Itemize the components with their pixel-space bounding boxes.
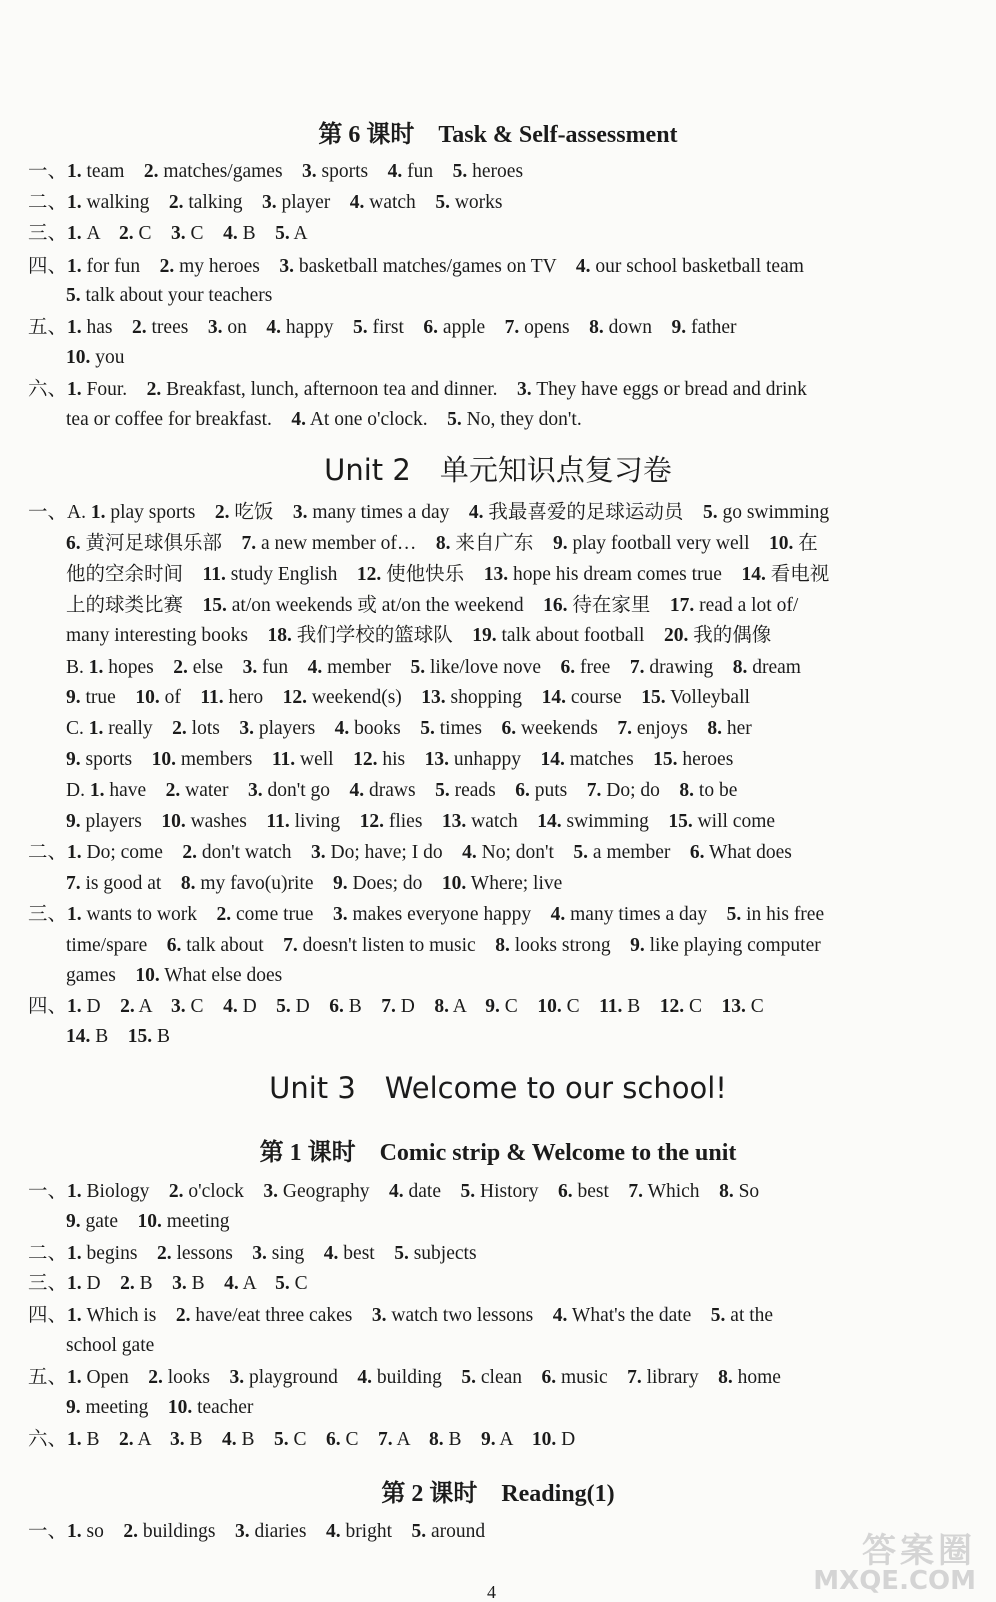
answer-line: games 10. What else does [66,965,283,986]
answer-line: 他的空余时间 11. study English 12. 使他快乐 13. hope his dream comes true 14. 看电视 [66,564,830,585]
answer-line: 三、1. wants to work 2. come true 3. makes everyone happy 4. many times a day 5. in his free [28,904,825,925]
answer-line: 7. is good at 8. my favo(u)rite 9. Does; do 10. Where; live [66,873,563,894]
answer-line: 二、1. Do; come 2. don't watch 3. Do; have; I do 4. No; don't 5. a member 6. What does [28,842,792,863]
answer-line: tea or coffee for breakfast. 4. At one o'clock. 5. No, they don't. [66,409,582,430]
unit-3-title: Unit 3 Welcome to our school! [269,1071,727,1105]
watermark-logo [813,1531,976,1596]
answer-line: 9. players 10. washes 11. living 12. flies 13. watch 14. swimming 15. will come [66,811,776,832]
answer-line: B. 1. hopes 2. else 3. fun 4. member 5. like/love nove 6. free 7. drawing 8. dream [66,657,801,678]
answer-line: 四、1. for fun 2. my heroes 3. basketball matches/games on TV 4. our school basketball team [28,256,804,277]
answer-line: 三、1. A 2. C 3. C 4. B 5. A [28,223,308,244]
answer-line: 六、1. B 2. A 3. B 4. B 5. C 6. C 7. A 8. B 9. A 10. D [28,1429,576,1450]
answer-line: 6. 黄河足球俱乐部 7. a new member of… 8. 来自广东 9. play football very well 10. 在 [66,533,818,554]
watermark-cn: 答案圈 [862,1531,976,1571]
answer-line: 10. you [66,347,125,368]
answer-line: 一、A. 1. play sports 2. 吃饭 3. many times a day 4. 我最喜爱的足球运动员 5. go swimming [28,502,830,523]
answer-line: 三、1. D 2. B 3. B 4. A 5. C [28,1273,308,1294]
answer-line: 一、1. team 2. matches/games 3. sports 4. fun 5. heroes [28,161,524,182]
unit-2-title: Unit 2 单元知识点复习卷 [324,453,672,487]
answer-line: 9. true 10. of 11. hero 12. weekend(s) 13. shopping 14. course 15. Volleyball [66,687,750,708]
answer-line: 五、1. has 2. trees 3. on 4. happy 5. first 6. apple 7. opens 8. down 9. father [28,317,737,338]
answer-line: 一、1. so 2. buildings 3. diaries 4. bright 5. around [28,1521,486,1542]
answer-line: 六、1. Four. 2. Breakfast, lunch, afternoon tea and dinner. 3. They have eggs or bread and drink [28,379,807,400]
answer-line: 5. talk about your teachers [66,285,273,306]
watermark-en: MXQE.COM [813,1566,976,1596]
answer-line: 五、1. Open 2. looks 3. playground 4. building 5. clean 6. music 7. library 8. home [28,1367,781,1388]
lesson-title-task: 第 6 课时 Task & Self-assessment [318,122,678,148]
lesson-title-reading: 第 2 课时 Reading(1) [381,1481,615,1507]
answer-line: 四、1. Which is 2. have/eat three cakes 3. watch two lessons 4. What's the date 5. at the [28,1305,774,1326]
answer-line: many interesting books 18. 我们学校的篮球队 19. talk about football 20. 我的偶像 [66,625,772,646]
page-number: 4 [487,1582,496,1602]
answer-line: 二、1. walking 2. talking 3. player 4. watch 5. works [28,192,503,213]
answer-line: 9. sports 10. members 11. well 12. his 13. unhappy 14. matches 15. heroes [66,749,734,770]
answer-line: D. 1. have 2. water 3. don't go 4. draws 5. reads 6. puts 7. Do; do 8. to be [66,780,738,801]
answer-line: 9. gate 10. meeting [66,1211,230,1232]
answer-line: 二、1. begins 2. lessons 3. sing 4. best 5. subjects [28,1243,477,1264]
answer-line: C. 1. really 2. lots 3. players 4. books 5. times 6. weekends 7. enjoys 8. her [66,718,752,739]
answer-line: 上的球类比赛 15. at/on weekends 或 at/on the weekend 16. 待在家里 17. read a lot of/ [66,595,799,616]
answer-line: 四、1. D 2. A 3. C 4. D 5. D 6. B 7. D 8. A 9. C 10. C 11. B 12. C 13. C [28,996,764,1017]
answer-line: 一、1. Biology 2. o'clock 3. Geography 4. date 5. History 6. best 7. Which 8. So [28,1181,760,1202]
lesson-title-comic-strip: 第 1 课时 Comic strip & Welcome to the unit [259,1140,737,1166]
answer-line: school gate [66,1335,155,1356]
answer-line: 9. meeting 10. teacher [66,1397,254,1418]
answer-line: time/spare 6. talk about 7. doesn't listen to music 8. looks strong 9. like playing computer [66,935,821,956]
answer-line: 14. B 15. B [66,1026,171,1047]
